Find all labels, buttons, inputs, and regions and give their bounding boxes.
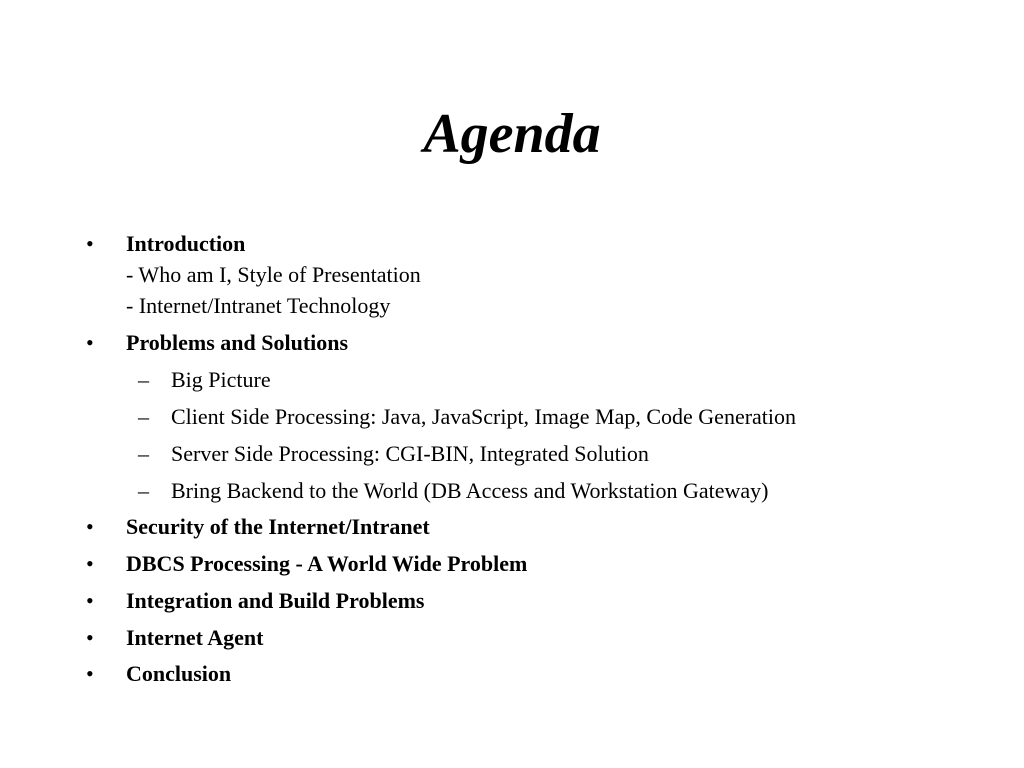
agenda-subitem-label: Bring Backend to the World (DB Access and Workstation Gateway)	[171, 478, 769, 503]
agenda-subitem-label: Server Side Processing: CGI-BIN, Integrated Solution	[171, 441, 649, 466]
bullet-icon: •	[86, 661, 94, 686]
agenda-item-detail: - Who am I, Style of Presentation	[126, 262, 421, 287]
agenda-subitem-label: Big Picture	[171, 367, 271, 392]
bullet-icon: •	[86, 514, 94, 539]
agenda-item-label: DBCS Processing - A World Wide Problem	[126, 551, 528, 576]
agenda-item-label: Integration and Build Problems	[126, 588, 425, 613]
dash-icon: –	[138, 441, 149, 466]
agenda-item-label: Introduction	[126, 231, 246, 256]
bullet-icon: •	[86, 330, 94, 355]
agenda-item-detail: - Internet/Intranet Technology	[126, 293, 391, 318]
slide-title: Agenda	[423, 103, 601, 165]
agenda-item-label: Conclusion	[126, 661, 232, 686]
dash-icon: –	[138, 404, 149, 429]
bullet-icon: •	[86, 551, 94, 576]
bullet-icon: •	[86, 231, 94, 256]
dash-icon: –	[138, 367, 149, 392]
agenda-item-label: Problems and Solutions	[126, 330, 349, 355]
dash-icon: –	[138, 478, 149, 503]
agenda-item-label: Internet Agent	[126, 625, 264, 650]
bullet-icon: •	[86, 625, 94, 650]
agenda-subitem-label: Client Side Processing: Java, JavaScript, Image Map, Code Generation	[171, 404, 797, 429]
bullet-icon: •	[86, 588, 94, 613]
agenda-item-label: Security of the Internet/Intranet	[126, 514, 430, 539]
